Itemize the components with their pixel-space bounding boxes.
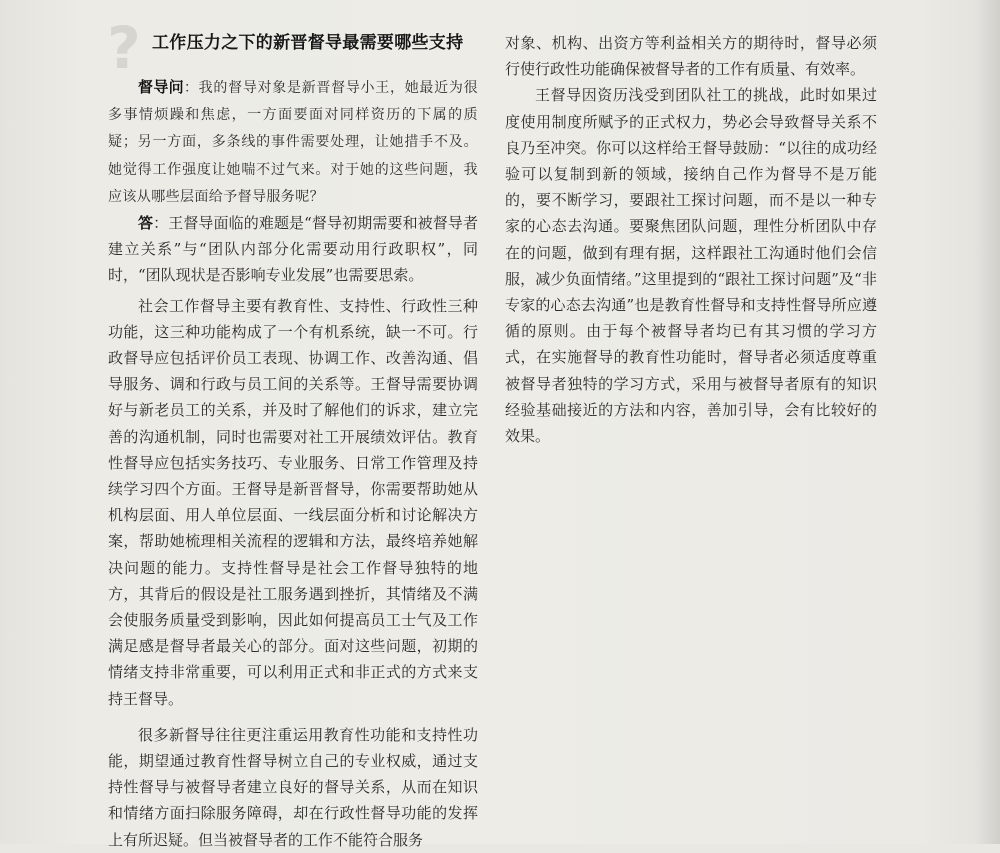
answer-paragraph — [108, 210, 478, 289]
right-column — [505, 30, 877, 449]
answer-text: ：王督导面临的难题是“督导初期需要和被督导者建立关系”与“团队内部分化需要动用行政职权”，同时，“团队现状是否影响专业发展”也需要思索。 — [108, 214, 478, 285]
question-label: 督导问 — [138, 78, 184, 96]
article-title: 工作压力之下的新晋督导最需要哪些支持 — [152, 33, 464, 53]
continuation-paragraph: 对象、机构、出资方等利益相关方的期待时，督导必须行使行政性功能确保被督导者的工作有质量、有效率。 — [505, 34, 877, 79]
question-paragraph — [108, 74, 478, 210]
answer-label: 答 — [138, 214, 154, 233]
question-mark-icon: ? — [107, 14, 141, 82]
body-paragraph-1: 社会工作督导主要有教育性、支持性、行政性三种功能，这三种功能构成了一个有机系统，缺一不可。行政督导应包括评价员工表现、协调工作、改善沟通、倡导服务、调和行政与员工间的关系等。王督导需要协调好与新老员工的关系，并及时了解他们的诉求，建立完善的沟通机制，同时也需要对社工开展绩效评估。教育性督导应包括实务技巧、专业服务、日常工作管理及持续学习四个方面。王督导是新晋督导，你需要帮助她从机构层面、用人单位层面、一线层面分析和讨论解决方案，帮助她梳理相关流程的逻辑和方法，最终培养她解决问题的能力。支持性督导是社会工作督导独特的地方，其背后的假设是社工服务遇到挫折，其情绪及不满会使服务质量受到影响，因此如何提高员工士气及工作满足感是督导者最关心的部分。面对这些问题，初期的情绪支持非常重要，可以利用正式和非正式的方式来支持王督导。 — [108, 296, 478, 708]
left-column — [108, 74, 478, 853]
body-paragraph-3: 王督导因资历浅受到团队社工的挑战，此时如果过度使用制度所赋予的正式权力，势必会导致督导关系不良乃至冲突。你可以这样给王督导鼓励：“以往的成功经验可以复制到新的领域，接纳自己作为督导不是万能的，要不断学习，要跟社工探讨问题，而不是以一种专家的心态去沟通。要聚焦团队问题，理性分析团队中存在的问题，做到有理有据，这样跟社工沟通时他们会信服，减少负面情绪。”这里提到的“跟社工探讨问题”及“非专家的心态去沟通”也是教育性督导和支持性督导所应遵循的原则。由于每个被督导者均已有其习惯的学习方式，在实施督导的教育性功能时，督导者必须适度尊重被督导者独特的学习方式，采用与被督导者原有的知识经验基础接近的方法和内容，善加引导，会有比较好的效果。 — [505, 86, 877, 446]
body-paragraph-2: 很多新督导往往更注重运用教育性功能和支持性功能，期望通过教育性督导树立自己的专业权威，通过支持性督导与被督导者建立良好的督导关系，从而在知识和情绪方面扫除服务障碍，却在行政性督导功能的发挥上有所迟疑。但当被督导者的工作不能符合服务 — [108, 725, 478, 849]
page-spine-shadow — [974, 0, 1000, 844]
question-text: ：我的督导对象是新晋督导小王，她最近为很多事情烦躁和焦虑，一方面要面对同样资历的下属的质疑；另一方面，多条线的事件需要处理，让她措手不及。她觉得工作强度让她喘不过气来。对于她的这些问题，我应该从哪些层面给予督导服务呢？ — [108, 80, 478, 205]
